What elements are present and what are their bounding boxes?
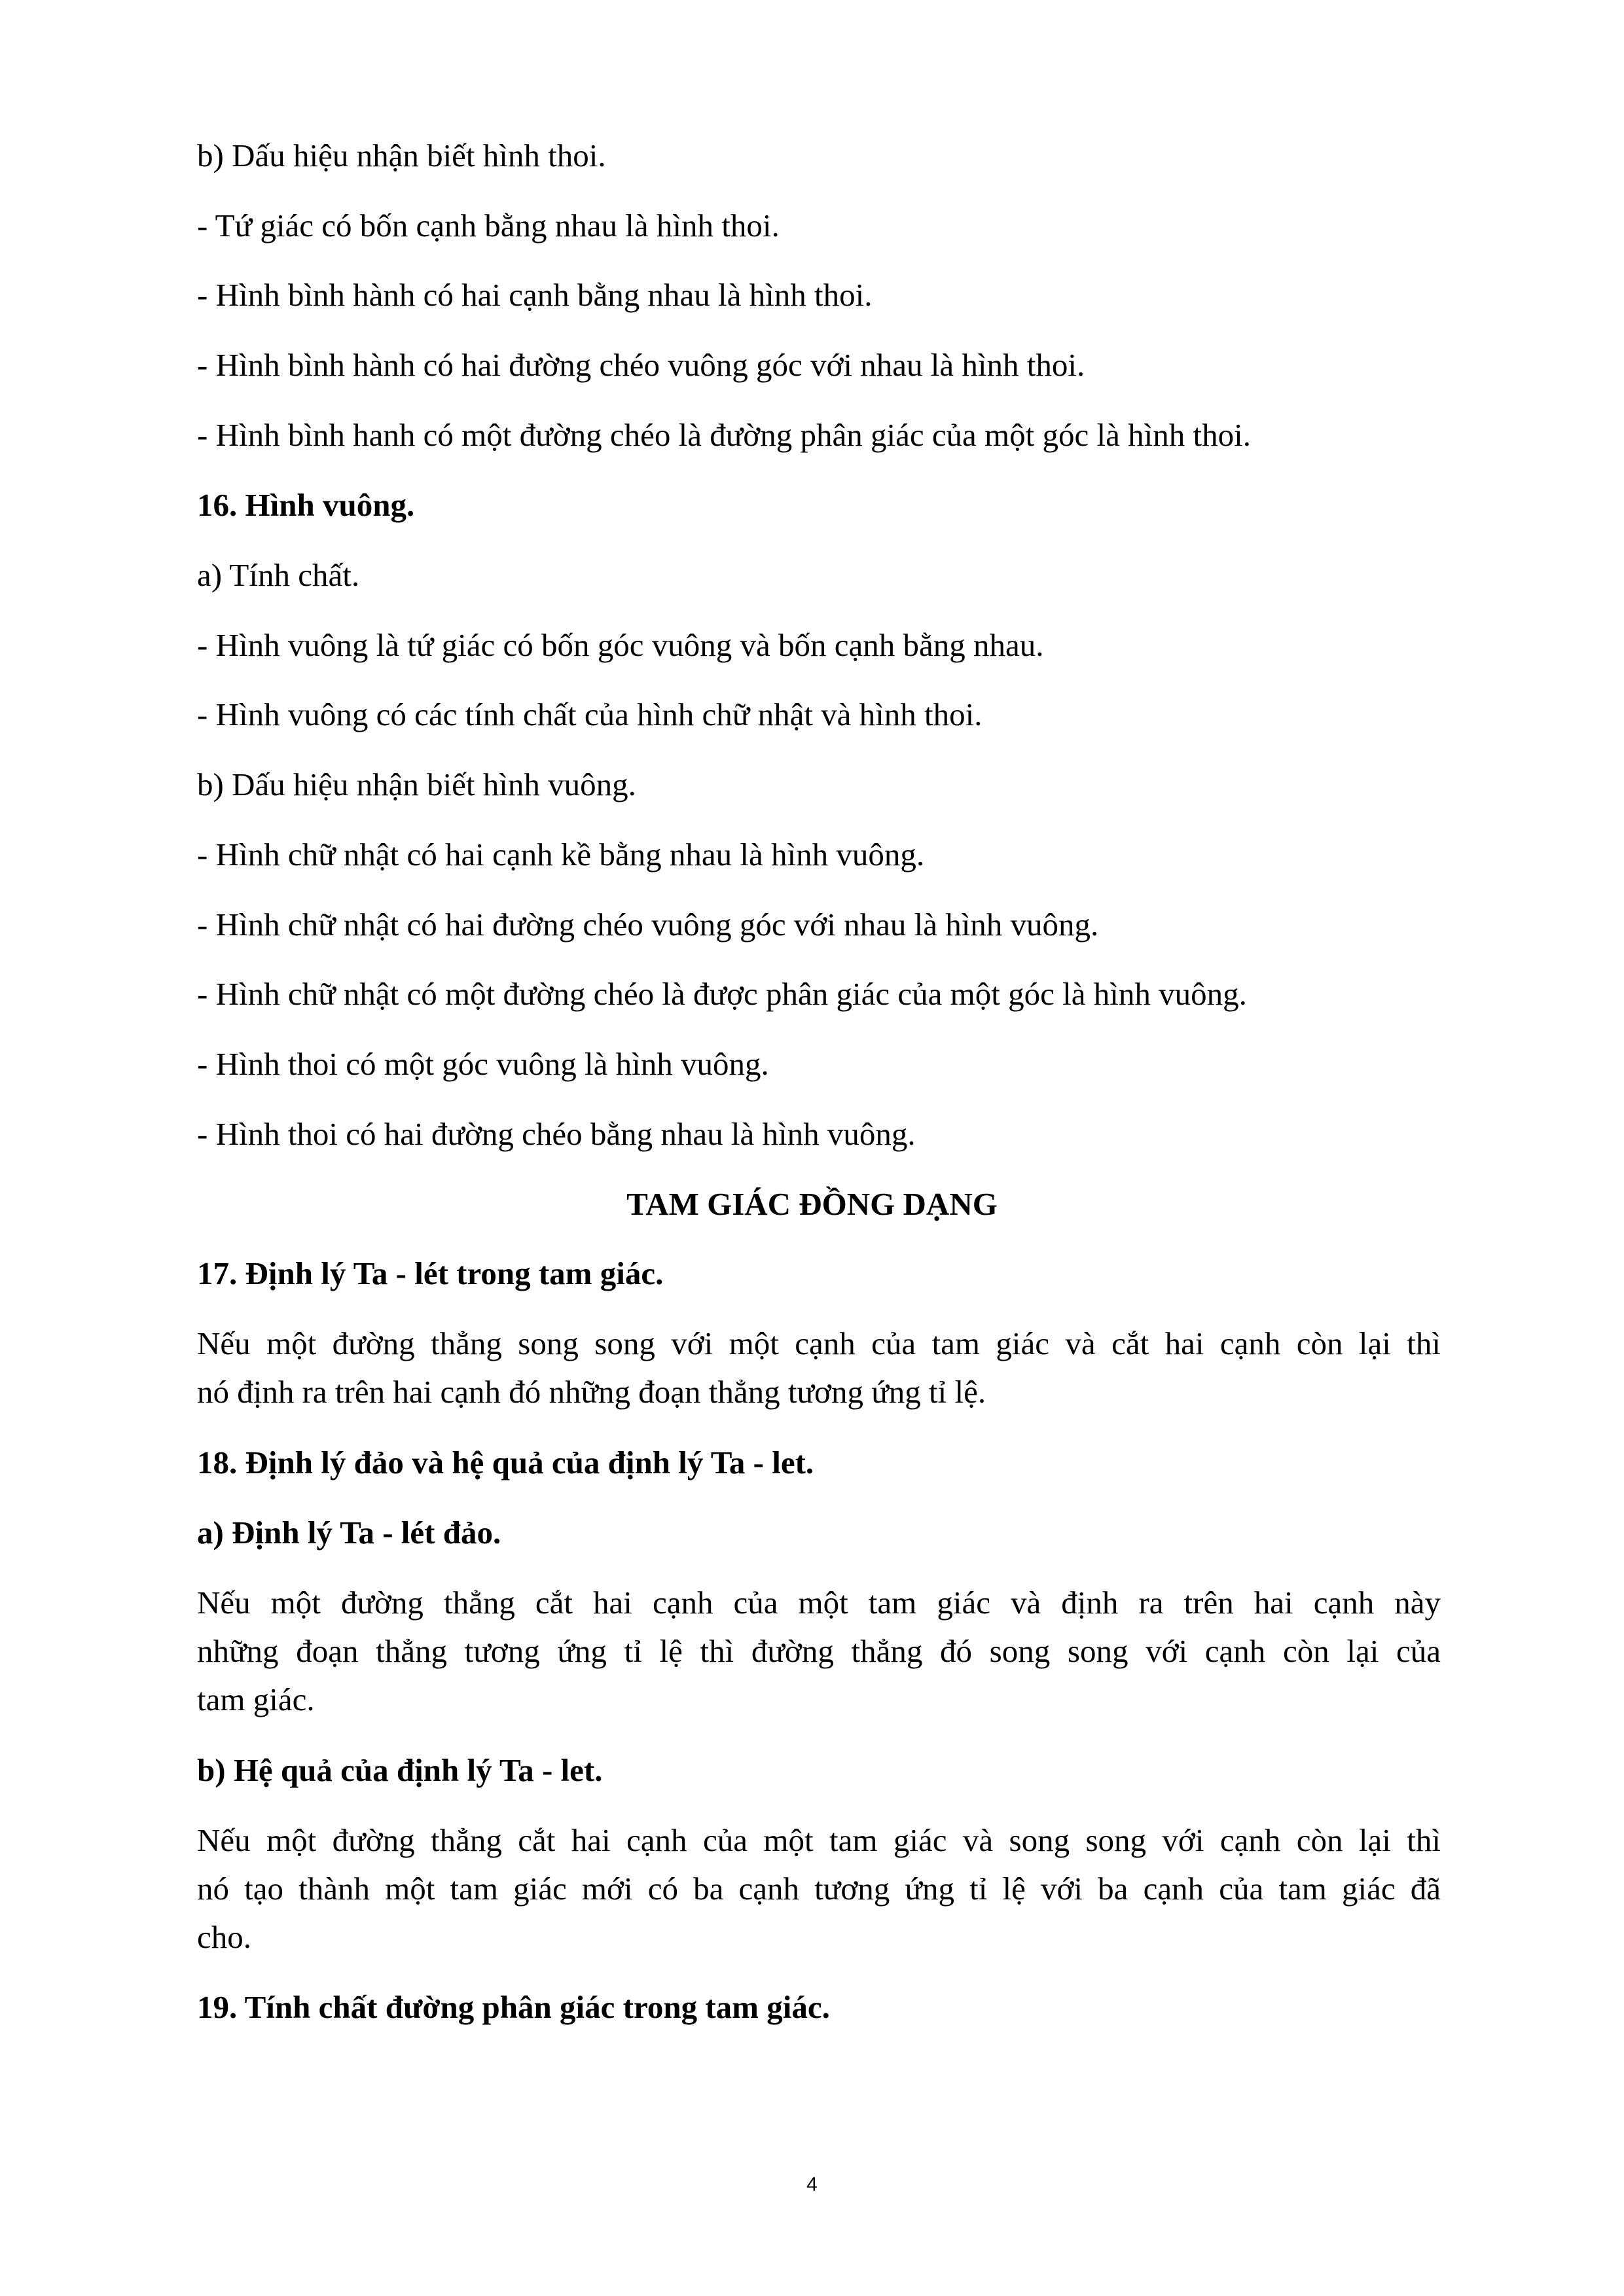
list-item: - Hình bình hành có hai đường chéo vuông góc với nhau là hình thoi. xyxy=(197,347,1085,383)
list-item: - Hình thoi có một góc vuông là hình vuông. xyxy=(197,1046,769,1082)
section-title-thales: 17. Định lý Ta - lét trong tam giác. xyxy=(197,1255,664,1291)
list-item: - Hình chữ nhật có một đường chéo là được phân giác của một góc là hình vuông. xyxy=(197,976,1247,1012)
subheading-converse-theorem: a) Định lý Ta - lét đảo. xyxy=(197,1515,501,1551)
list-item: - Hình vuông có các tính chất của hình chữ nhật và hình thoi. xyxy=(197,696,983,732)
paragraph-line: nó định ra trên hai cạnh đó những đoạn thẳng tương ứng tỉ lệ. xyxy=(197,1374,986,1410)
paragraph-line: Nếu một đường thẳng cắt hai cạnh của một tam giác và định ra trên hai cạnh này xyxy=(197,1585,1441,1621)
section-title-converse: 18. Định lý đảo và hệ quả của định lý Ta - let. xyxy=(197,1444,814,1480)
list-item: - Tứ giác có bốn cạnh bằng nhau là hình thoi. xyxy=(197,207,780,243)
subheading-square-properties: a) Tính chất. xyxy=(197,557,360,593)
section-title-bisector: 19. Tính chất đường phân giác trong tam giác. xyxy=(197,1989,830,2025)
subheading-corollary: b) Hệ quả của định lý Ta - let. xyxy=(197,1752,603,1788)
subheading-rhombus-signs: b) Dấu hiệu nhận biết hình thoi. xyxy=(197,137,606,173)
chapter-title: TAM GIÁC ĐỒNG DẠNG xyxy=(626,1186,998,1222)
list-item: - Hình bình hành có hai cạnh bằng nhau là hình thoi. xyxy=(197,277,873,313)
page-number: 4 xyxy=(806,2174,818,2195)
paragraph-line: tam giác. xyxy=(197,1681,315,1717)
paragraph-line: Nếu một đường thẳng cắt hai cạnh của một tam giác và song song với cạnh còn lại thì xyxy=(197,1822,1441,1858)
list-item: - Hình chữ nhật có hai cạnh kề bằng nhau là hình vuông. xyxy=(197,836,925,872)
list-item: - Hình chữ nhật có hai đường chéo vuông góc với nhau là hình vuông. xyxy=(197,906,1099,942)
paragraph-line: cho. xyxy=(197,1919,251,1955)
list-item: - Hình bình hanh có một đường chéo là đường phân giác của một góc là hình thoi. xyxy=(197,417,1251,453)
list-item: - Hình vuông là tứ giác có bốn góc vuông và bốn cạnh bằng nhau. xyxy=(197,627,1044,663)
section-title-square: 16. Hình vuông. xyxy=(197,487,415,523)
paragraph-line: Nếu một đường thẳng song song với một cạnh của tam giác và cắt hai cạnh còn lại thì xyxy=(197,1325,1441,1361)
subheading-square-signs: b) Dấu hiệu nhận biết hình vuông. xyxy=(197,766,636,802)
paragraph-line: nó tạo thành một tam giác mới có ba cạnh tương ứng tỉ lệ với ba cạnh của tam giác đã xyxy=(197,1871,1441,1907)
list-item: - Hình thoi có hai đường chéo bằng nhau là hình vuông. xyxy=(197,1116,916,1152)
paragraph-line: những đoạn thẳng tương ứng tỉ lệ thì đường thẳng đó song song với cạnh còn lại của xyxy=(197,1633,1441,1669)
